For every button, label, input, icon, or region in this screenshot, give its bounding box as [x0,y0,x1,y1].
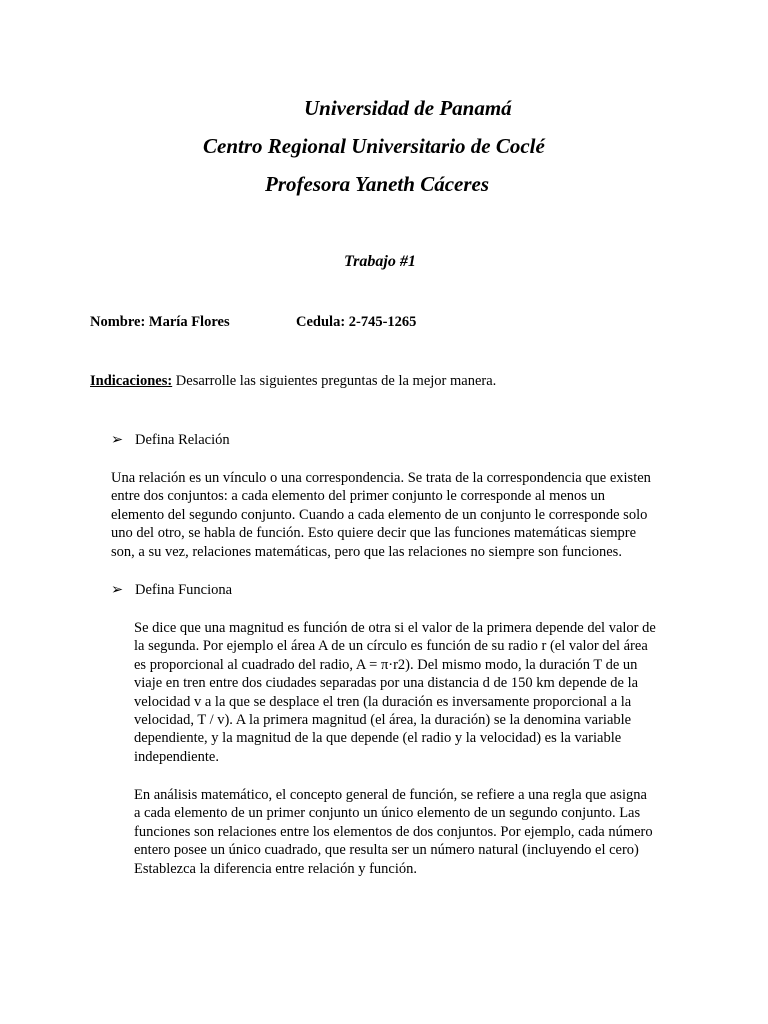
question-2 [111,581,411,601]
university-title: Universidad de Panamá [304,96,512,120]
student-id: Cedula: 2-745-1265 [296,314,417,330]
paragraph-line: En análisis matemático, el concepto general de función, se refiere a una regla que asigna [134,787,647,803]
paragraph-line: velocidad, T / v). A la primera magnitud (el área, la duración) se la denomina variable [134,712,632,729]
paragraph-line: es proporcional al cuadrado del radio, A = π·r2). Del mismo modo, la duración T de un [134,656,638,673]
paragraph-line: son, a su vez, relaciones matemáticas, pero que las relaciones no siempre son funciones. [111,543,622,560]
question-2-title: Defina Funciona [135,582,233,598]
arrow-bullet-icon: ➢ [111,432,124,448]
answer-2-paragraph-2 [134,786,653,878]
instructions-text: Desarrolle las siguientes preguntas de la mejor manera. [172,373,497,389]
paragraph-line: Establezca la diferencia entre relación y función. [134,860,417,877]
professor-title: Profesora Yaneth Cáceres [265,172,490,196]
paragraph-line: elemento del segundo conjunto. Cuando a cada elemento de un conjunto le corresponde solo [111,506,648,523]
paragraph-line: velocidad v a la que se desplace el tren (la duración es inversamente proporcional a la [134,693,632,710]
arrow-bullet-icon: ➢ [111,582,124,598]
question-1-title: Defina Relación [135,432,230,448]
paragraph-line: la segunda. Por ejemplo el área A de un círculo es función de su radio r (el valor del área [134,638,648,655]
paragraph-line: entero posee un único cuadrado, que resulta ser un número natural (incluyendo el cero) [134,842,639,859]
paragraph-line: dependiente, y la magnitud de la que depende (el radio y la velocidad) es la variable [134,730,622,747]
paragraph-line: a cada elemento de un primer conjunto un único elemento de un segundo conjunto. Las [134,805,641,822]
paragraph-line: uno del otro, se habla de función. Esto quiere decir que las funciones matemáticas siempre [111,525,637,542]
instructions-line [90,372,496,390]
answer-2-paragraph-1 [134,619,656,766]
question-1 [111,431,411,451]
paragraph-line: independiente. [134,748,219,765]
instructions-label: Indicaciones: [90,373,173,389]
assignment-title: Trabajo #1 [344,253,416,270]
paragraph-line: viaje en tren entre dos ciudades separadas por una distancia d de 150 km depende de la [134,675,639,692]
paragraph-line: funciones son relaciones entre los elementos de dos conjuntos. Por ejemplo, cada número [134,823,653,840]
paragraph-line: entre dos conjuntos: a cada elemento del primer conjunto le corresponde al menos un [111,488,606,505]
paragraph-line: Una relación es un vínculo o una correspondencia. Se trata de la correspondencia que existen [111,470,651,486]
center-title: Centro Regional Universitario de Coclé [203,134,545,158]
answer-1-paragraph [111,469,651,561]
student-name: Nombre: María Flores [90,314,230,330]
paragraph-line: Se dice que una magnitud es función de otra si el valor de la primera depende del valor de [134,620,656,636]
